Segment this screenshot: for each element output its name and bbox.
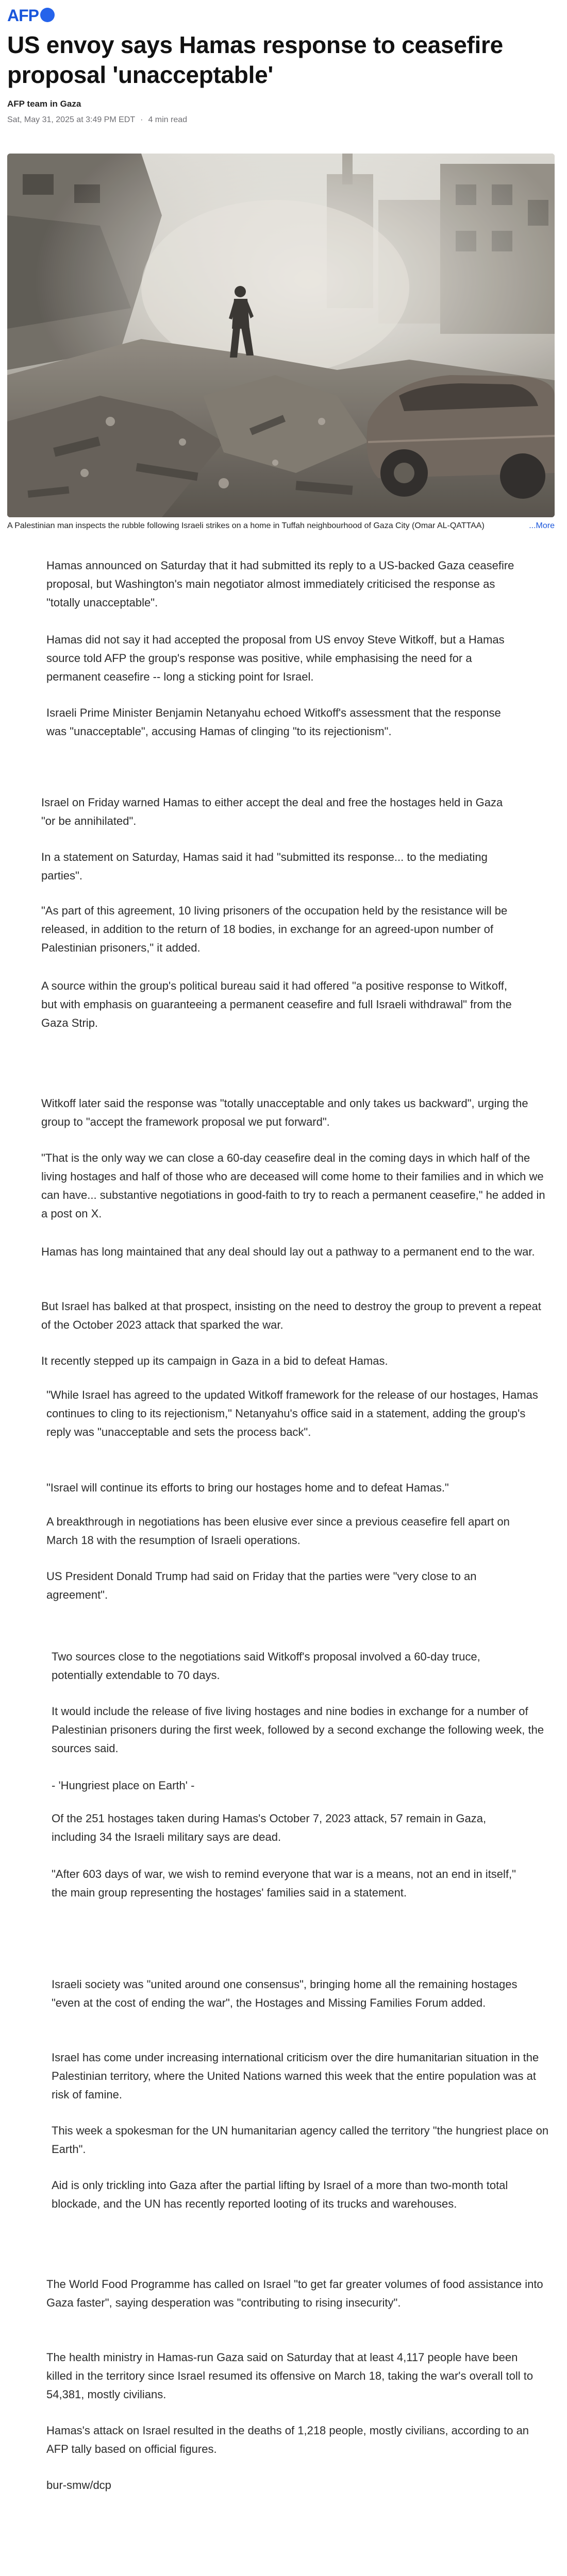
- article-paragraph: It would include the release of five living hostages and nine bodies in exchange for a number of Palestinian prisoners during the first week, followed by a second exchange the following week, the sources said.: [52, 1705, 544, 1755]
- photo-caption: [7, 520, 555, 532]
- publish-date: Sat, May 31, 2025 at 3:49 PM EDT: [7, 115, 136, 124]
- article-paragraph: Aid is only trickling into Gaza after the partial lifting by Israel of a more than two-month total blockade, and the UN has recently reported looting of its trucks and warehouses.: [52, 2179, 508, 2210]
- article-photo[interactable]: [7, 154, 555, 517]
- article-paragraph: Of the 251 hostages taken during Hamas's October 7, 2023 attack, 57 remain in Gaza, including 34 the Israeli military says are dead.: [52, 1812, 487, 1843]
- logo-dot-icon: [40, 8, 55, 22]
- rubble-scene-illustration: [7, 154, 555, 517]
- article-paragraph: A source within the group's political bureau said it had offered "a positive response to Witkoff, but with emphasis on guaranteeing a permanent ceasefire and full Israeli withdrawal" from the Gaza Strip.: [41, 979, 512, 1029]
- article-paragraph: Israeli Prime Minister Benjamin Netanyahu echoed Witkoff's assessment that the response was "unacceptable", accusing Hamas of clinging "to its rejectionism".: [46, 706, 501, 738]
- photo-caption-text: A Palestinian man inspects the rubble following Israeli strikes on a home in Tuffah neighbourhood of Gaza City (Omar AL-QATTAA): [7, 521, 485, 530]
- article-paragraph: But Israel has balked at that prospect, insisting on the need to destroy the group to prevent a repeat of the October 2023 attack that sparked the war.: [41, 1300, 541, 1331]
- article-paragraph: It recently stepped up its campaign in Gaza in a bid to defeat Hamas.: [41, 1354, 388, 1367]
- caption-more-link[interactable]: ...More: [527, 520, 555, 532]
- article-paragraph: The World Food Programme has called on Israel "to get far greater volumes of food assistance into Gaza faster", saying desperation was "contributing to rising insecurity".: [46, 2278, 543, 2309]
- article-paragraph: Witkoff later said the response was "totally unacceptable and only takes us backward", urging the group to "accept the framework proposal we put forward".: [41, 1097, 528, 1128]
- article-paragraph: Hamas has long maintained that any deal should lay out a pathway to a permanent end to the war.: [41, 1245, 535, 1258]
- article-paragraph: Hamas did not say it had accepted the proposal from US envoy Steve Witkoff, but a Hamas source told AFP the group's response was positive, while emphasising the need for a permanent ceasefire -- long a sticking point for Israel.: [46, 633, 505, 683]
- article-paragraph: "While Israel has agreed to the updated Witkoff framework for the release of our hostages, Hamas continues to cling to its rejectionism," Netanyahu's office said in a statement, adding the group's reply was "unacceptable and sets the process back".: [46, 1388, 538, 1438]
- afp-logo[interactable]: [7, 4, 55, 27]
- logo-text: AFP: [7, 6, 39, 25]
- article-paragraph: Two sources close to the negotiations said Witkoff's proposal involved a 60-day truce, potentially extendable to 70 days.: [52, 1650, 480, 1682]
- article-paragraph: The health ministry in Hamas-run Gaza said on Saturday that at least 4,117 people have been killed in the territory since Israel resumed its offensive on March 18, taking the war's overall toll to 54,381, mostly civilians.: [46, 2351, 533, 2401]
- article-paragraph: Israel on Friday warned Hamas to either accept the deal and free the hostages held in Gaza "or be annihilated".: [41, 796, 503, 827]
- article-paragraph: A breakthrough in negotiations has been elusive ever since a previous ceasefire fell apart on March 18 with the resumption of Israeli operations.: [46, 1515, 510, 1547]
- read-time: 4 min read: [148, 115, 188, 124]
- article-meta: [7, 115, 187, 125]
- article-paragraph: US President Donald Trump had said on Friday that the parties were "very close to an agreement".: [46, 1570, 477, 1601]
- article-paragraph: "After 603 days of war, we wish to remind everyone that war is a means, not an end in itself," the main group representing the hostages' families said in a statement.: [52, 1868, 516, 1899]
- article-paragraph: "That is the only way we can close a 60-day ceasefire deal in the coming days in which half of the living hostages and half of those who are deceased will come home to their families and in which we can have... substantive negotiations in good-faith to try to reach a permanent ceasefire," he added in a post on X.: [41, 1151, 545, 1220]
- article-paragraph: Hamas announced on Saturday that it had submitted its reply to a US-backed Gaza ceasefire proposal, but Washington's main negotiator almost immediately criticised the response as "totally unacceptable".: [46, 559, 514, 609]
- article-paragraph: This week a spokesman for the UN humanitarian agency called the territory "the hungriest place on Earth".: [52, 2124, 549, 2156]
- article-signoff: bur-smw/dcp: [46, 2479, 111, 2492]
- article-paragraph: "As part of this agreement, 10 living prisoners of the occupation held by the resistance will be released, in addition to the return of 18 bodies, in exchange for an agreed-upon number of Palestinian prisoners," it added.: [41, 904, 508, 954]
- article-paragraph: In a statement on Saturday, Hamas said it had "submitted its response... to the mediating parties".: [41, 851, 488, 882]
- article-subheading: - 'Hungriest place on Earth' -: [52, 1779, 195, 1792]
- article-paragraph: Hamas's attack on Israel resulted in the deaths of 1,218 people, mostly civilians, according to an AFP tally based on official figures.: [46, 2424, 529, 2455]
- article-paragraph: Israel has come under increasing international criticism over the dire humanitarian situation in the Palestinian territory, where the United Nations warned this week that the entire population was at risk of famine.: [52, 2051, 539, 2101]
- article-paragraph: "Israel will continue its efforts to bring our hostages home and to defeat Hamas.": [46, 1481, 449, 1494]
- article-paragraph: Israeli society was "united around one consensus", bringing home all the remaining hostages "even at the cost of ending the war", the Hostages and Missing Families Forum added.: [52, 1978, 518, 2009]
- article-byline[interactable]: AFP team in Gaza: [7, 99, 81, 109]
- article-headline: US envoy says Hamas response to ceasefire proposal 'unacceptable': [7, 31, 503, 88]
- meta-separator: ·: [140, 115, 143, 124]
